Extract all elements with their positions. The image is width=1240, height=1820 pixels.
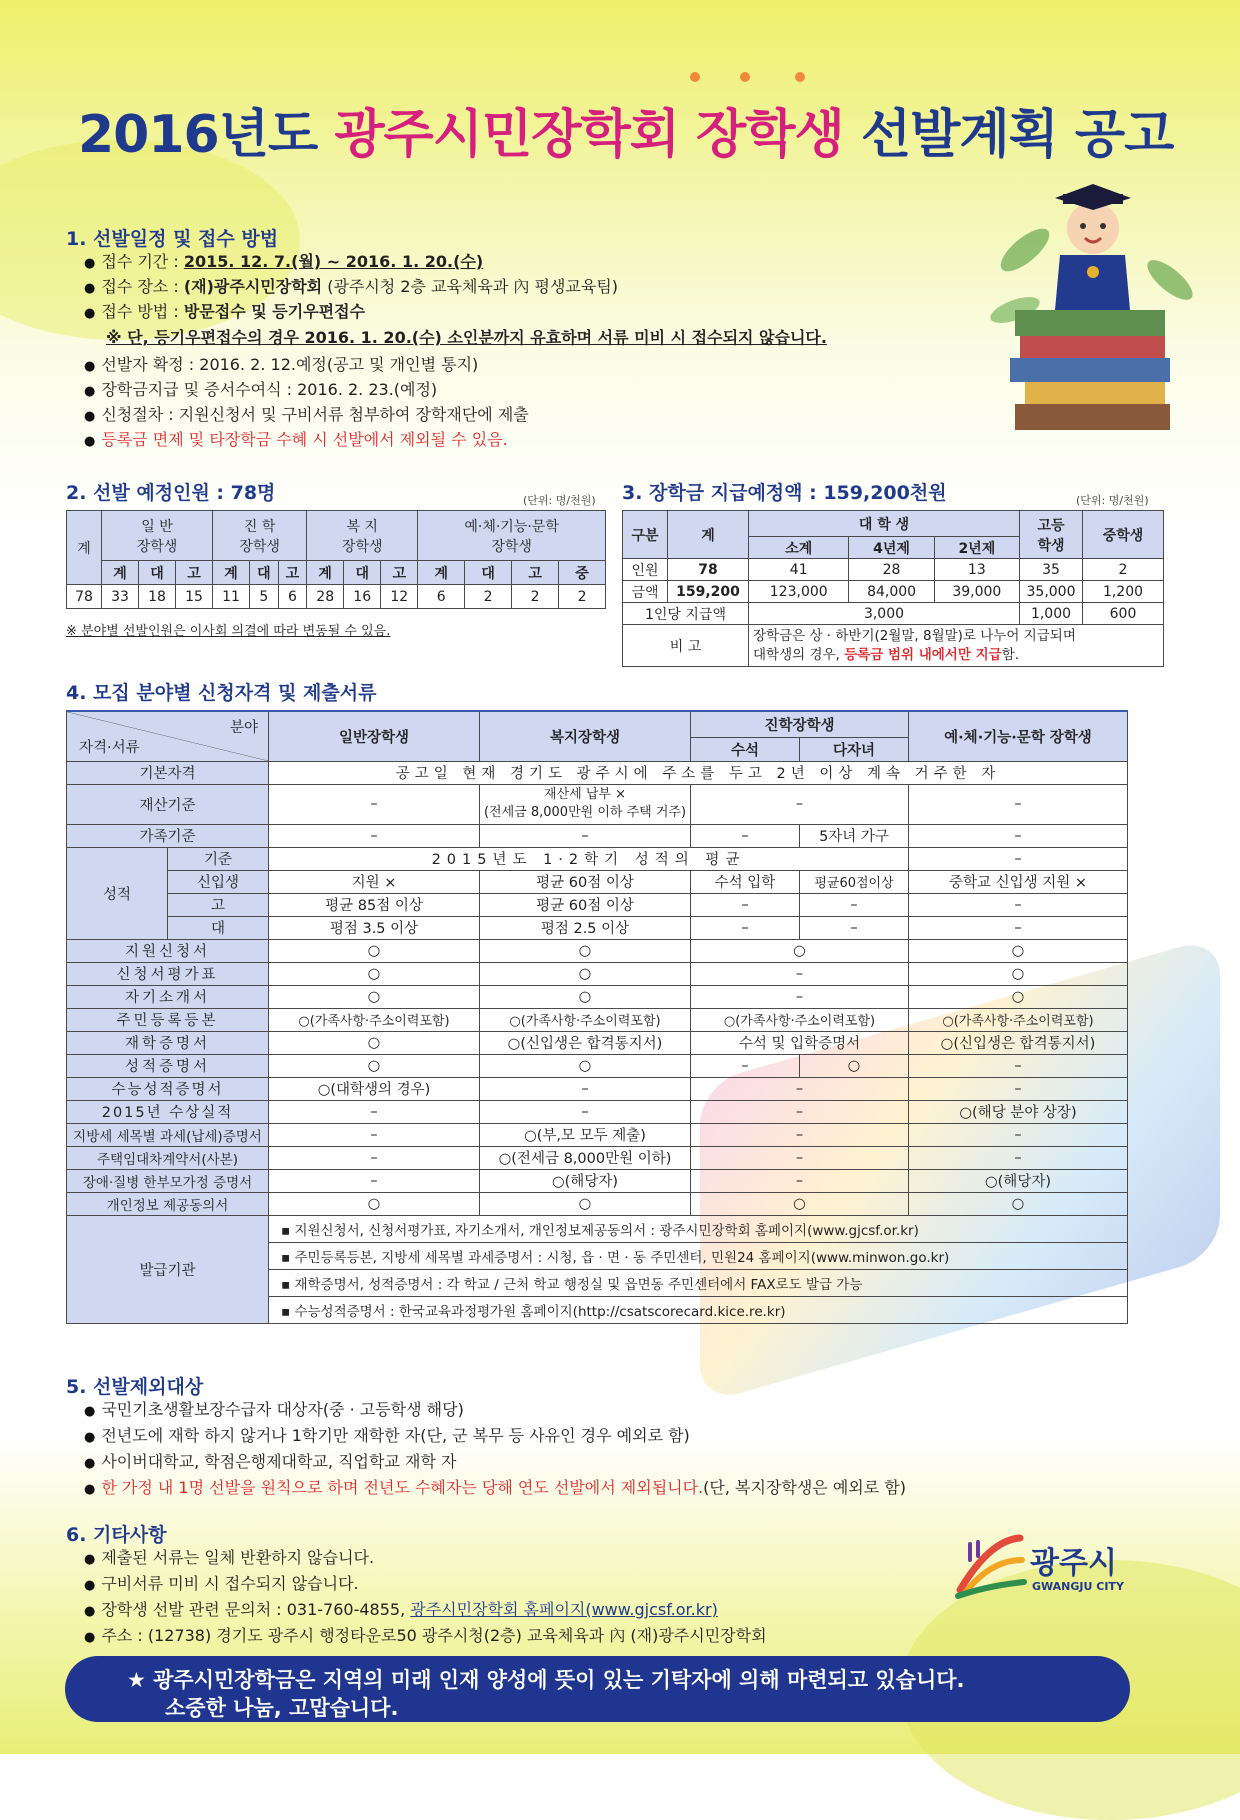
table-row [67, 1169, 1128, 1192]
table-cell: ○ [909, 985, 1128, 1008]
table-header-cell: 지방세 세목별 과세(납세)증명서 [67, 1123, 269, 1146]
section-5-heading: 5. 선발제외대상 [66, 1376, 204, 1398]
table-cell [749, 625, 1164, 667]
table-header-cell: 예·체·기능·문학 장학생 [909, 711, 1128, 761]
table-row [623, 581, 1164, 603]
table-header-cell: 고등 학생 [1020, 511, 1083, 559]
text-span: (단, 복지장학생은 예외로 함) [703, 1478, 907, 1497]
decorative-dot [795, 72, 805, 82]
table-cell: ○(신입생은 합격통지서) [480, 1031, 691, 1054]
table-row [67, 711, 1128, 737]
bullet-confirm: ● 선발자 확정 : 2016. 2. 12.예정(공고 및 개인별 통지) [84, 355, 478, 377]
table-cell: ○(가족사항·주소이력포함) [269, 1008, 480, 1031]
table-header-cell: 계 [418, 561, 465, 585]
text-span: 분야 [229, 720, 258, 736]
table-cell: 15 [176, 585, 213, 609]
table-row [67, 939, 1128, 962]
table-header-cell [67, 711, 269, 761]
table-header-cell: 지원신청서 [67, 939, 269, 962]
list-item: ● 주소 : (12738) 경기도 광주시 행정타운로50 광주시청(2층) 교육체육과 內 (재)광주시민장학회 [84, 1626, 767, 1648]
table-header-cell: 신청서평가표 [67, 962, 269, 985]
table-cell: ▪ 수능성적증명서 : 한국교육과정평가원 홈페이지(http://csatscorecard.kice.re.kr) [269, 1296, 1128, 1323]
table-cell: 12 [381, 585, 418, 609]
table-cell: – [480, 1077, 691, 1100]
table-header-cell: 주민등록등본 [67, 1008, 269, 1031]
table-cell: 3,000 [749, 603, 1020, 625]
table-cell: ○(가족사항·주소이력포함) [691, 1008, 909, 1031]
footer-line-2: 소중한 나눔, 고맙습니다. [165, 1696, 399, 1720]
table-row [67, 916, 1128, 939]
unit-label: (단위: 명/천원) [523, 494, 596, 507]
table-row [67, 1123, 1128, 1146]
table-row [67, 784, 1128, 824]
table-cell: ○(대학생의 경우) [269, 1077, 480, 1100]
table-cell: 2 [559, 585, 606, 609]
table-row [67, 561, 606, 585]
text-span: 대학생의 경우, [753, 646, 845, 663]
table-cell: – [909, 893, 1128, 916]
table-cell: 78 [668, 559, 749, 581]
list-item: ● 제출된 서류는 일체 반환하지 않습니다. [84, 1548, 374, 1570]
table-cell: 11 [213, 585, 250, 609]
table-header-cell: 수석 [691, 737, 800, 761]
bullet-method [84, 302, 365, 324]
table-header-cell: 고 [278, 561, 307, 585]
table-cell: – [269, 1146, 480, 1169]
text-span: 광주시민장학회 [334, 105, 679, 165]
table-header-cell: 계 [67, 511, 102, 585]
table-cell: 16 [344, 585, 381, 609]
table-row [67, 893, 1128, 916]
table-cell: ○ [269, 985, 480, 1008]
table-header-cell: 일 반 장학생 [102, 511, 213, 561]
decorative-dot [690, 72, 700, 82]
page-title [78, 92, 1173, 167]
table-header-cell: 중 [559, 561, 606, 585]
table-cell: ○ [269, 939, 480, 962]
table-cell: ○ [480, 962, 691, 985]
text-span: (광주시청 2층 교육체육과 內 평생교육팀) [322, 277, 619, 296]
table-row [67, 847, 1128, 870]
text-span: 접수 방법 : [101, 302, 184, 321]
table-header-cell: 대 [168, 916, 269, 939]
text-span: 함. [1001, 646, 1020, 663]
table-cell: 평균 60점 이상 [480, 893, 691, 916]
table-cell: ○(가족사항·주소이력포함) [480, 1008, 691, 1031]
table-cell: 123,000 [749, 581, 849, 603]
table-header-cell: 일반장학생 [269, 711, 480, 761]
table-cell: – [909, 824, 1128, 847]
text-span: 장학금은 상 · 하반기(2월말, 8월말)로 나누어 지급되며 [753, 627, 1076, 644]
list-item: ● 전년도에 재학 하지 않거나 1학기만 재학한 자(단, 군 복무 등 사유인 경우 예외로 함) [84, 1426, 690, 1448]
table-cell: 평균60점이상 [800, 870, 909, 893]
text-span: 장학생 선발 관련 문의처 : 031-760-4855, [101, 1600, 411, 1619]
table-header-cell: 주택임대차계약서(사본) [67, 1146, 269, 1169]
table-cell: 비 고 [623, 625, 749, 667]
text-span: 2016년도 [78, 105, 318, 165]
table-cell: 18 [139, 585, 176, 609]
table-row [67, 870, 1128, 893]
table-cell: ○ [269, 1192, 480, 1215]
table-header-cell: 기본자격 [67, 761, 269, 784]
graduate-on-books-illustration [985, 160, 1195, 460]
table-cell: – [269, 784, 480, 824]
table-cell: ○ [269, 1054, 480, 1077]
table-cell: ○(가족사항·주소이력포함) [909, 1008, 1128, 1031]
table-header-cell: 진 학 장학생 [213, 511, 307, 561]
table-cell: 금액 [623, 581, 668, 603]
table-cell: 84,000 [849, 581, 934, 603]
table-cell: – [800, 893, 909, 916]
table-cell: 2 [1083, 559, 1164, 581]
table-cell: – [800, 916, 909, 939]
table-cell: – [691, 985, 909, 1008]
table-row [67, 761, 1128, 784]
table-cell: 2 [512, 585, 559, 609]
table-row [623, 559, 1164, 581]
table-cell: 중학교 신입생 지원 × [909, 870, 1128, 893]
list-item: ● 구비서류 미비 시 접수되지 않습니다. [84, 1574, 359, 1596]
table-cell: – [480, 824, 691, 847]
table-row [67, 824, 1128, 847]
table-cell: – [269, 1123, 480, 1146]
table-header-cell: 4년제 [849, 537, 934, 559]
bullet-procedure: ● 신청절차 : 지원신청서 및 구비서류 첨부하여 장학재단에 제출 [84, 405, 529, 427]
table-cell: ○ [691, 1192, 909, 1215]
table-row [67, 962, 1128, 985]
footer-line-1: ★ 광주시민장학금은 지역의 미래 인재 양성에 뜻이 있는 기탁자에 의해 마련되고 있습니다. [127, 1668, 965, 1692]
table-header-cell: 중학생 [1083, 511, 1164, 559]
table-cell: ○ [480, 985, 691, 1008]
table-cell: 78 [67, 585, 102, 609]
table-header-cell: 재학증명서 [67, 1031, 269, 1054]
bullet-warning: ● 등록금 면제 및 타장학금 수혜 시 선발에서 제외될 수 있음. [84, 430, 508, 452]
table-header-cell: 재산기준 [67, 784, 269, 824]
text-span: 접수 장소 : [101, 277, 184, 296]
table-cell: 수석 및 입학증명서 [691, 1031, 909, 1054]
table-cell: 평균 60점 이상 [480, 870, 691, 893]
table-cell: ○ [269, 962, 480, 985]
table-row [67, 1031, 1128, 1054]
table-header-cell: 가족기준 [67, 824, 269, 847]
table-header-cell: 계 [102, 561, 139, 585]
table-cell: ○ [269, 1031, 480, 1054]
table-cell: – [269, 824, 480, 847]
table-header-cell: 고 [176, 561, 213, 585]
list-item: ● 국민기초생활보장수급자 대상자(중 · 고등학생 해당) [84, 1400, 464, 1422]
section-3-heading: 3. 장학금 지급예정액 : 159,200천원 [622, 482, 947, 504]
section-4-heading: 4. 모집 분야별 신청자격 및 제출서류 [66, 682, 377, 704]
bullet-period [84, 252, 483, 274]
table-cell: – [909, 784, 1128, 824]
table-cell: – [269, 1169, 480, 1192]
table-cell: 600 [1083, 603, 1164, 625]
table-cell: ○ [480, 939, 691, 962]
table-cell: 2 [465, 585, 512, 609]
table-cell: – [691, 1123, 909, 1146]
table-header-cell: 고 [381, 561, 418, 585]
table-header-cell: 다자녀 [800, 737, 909, 761]
gwangju-city-logo [950, 1530, 1140, 1605]
table-cell: 수석 입학 [691, 870, 800, 893]
table-cell: – [691, 962, 909, 985]
table-cell: – [909, 1077, 1128, 1100]
list-item [84, 1478, 906, 1500]
table-cell: 28 [849, 559, 934, 581]
unit-label: (단위: 명/천원) [1076, 494, 1149, 507]
list-item: ● 사이버대학교, 학점은행제대학교, 직업학교 재학 자 [84, 1452, 456, 1474]
table-cell: 5자녀 가구 [800, 824, 909, 847]
table-cell: ○(신입생은 합격통지서) [909, 1031, 1128, 1054]
table-header-cell: 2015년 수상실적 [67, 1100, 269, 1123]
table-row [623, 511, 1164, 537]
table-cell: – [691, 824, 800, 847]
table-cell: 1,200 [1083, 581, 1164, 603]
table-cell: 평균 85점 이상 [269, 893, 480, 916]
table-cell: 5 [250, 585, 279, 609]
table-cell: 공고일 현재 경기도 광주시에 주소를 두고 2년 이상 계속 거주한 자 [269, 761, 1128, 784]
table-header-cell: 대 학 생 [749, 511, 1020, 537]
postal-notice: ※ 단, 등기우편접수의 경우 2016. 1. 20.(수) 소인분까지 유효하며 서류 미비 시 접수되지 않습니다. [106, 328, 827, 347]
text-span: 등록금 범위 내에서만 지급 [844, 646, 1002, 663]
table-cell: ○ [480, 1192, 691, 1215]
table-cell: ○(부,모 모두 제출) [480, 1123, 691, 1146]
table-cell: 39,000 [934, 581, 1019, 603]
table-cell: ○ [909, 1192, 1128, 1215]
table-cell: 6 [278, 585, 307, 609]
table-cell: ○ [800, 1054, 909, 1077]
table-cell: 1,000 [1020, 603, 1083, 625]
table-cell: – [691, 1054, 800, 1077]
table-cell: – [909, 1054, 1128, 1077]
table-cell: – [909, 847, 1128, 870]
table-cell: – [909, 916, 1128, 939]
table-header-cell: 개인정보 제공동의서 [67, 1192, 269, 1215]
table-cell: 평점 3.5 이상 [269, 916, 480, 939]
table-cell: – [691, 1146, 909, 1169]
table-header-cell: 기준 [168, 847, 269, 870]
table-row [67, 511, 606, 561]
table-header-cell: 고 [512, 561, 559, 585]
text-span: (재)광주시민장학회 [183, 277, 323, 296]
table-cell: 13 [934, 559, 1019, 581]
table-header-cell: 장애·질병 한부모가정 증명서 [67, 1169, 269, 1192]
table-cell: ○ [480, 1054, 691, 1077]
scholarship-amount-table [622, 510, 1164, 667]
table-header-cell: 계 [668, 511, 749, 559]
table-cell: – [691, 784, 909, 824]
table-header-cell: 예·체·기능·문학 장학생 [418, 511, 606, 561]
table-header-cell: 성적증명서 [67, 1054, 269, 1077]
list-item [84, 1600, 718, 1622]
text-span: 한 가정 내 1명 선발을 원칙으로 하며 전년도 수혜자는 당해 연도 선발에서 제외됩니다. [101, 1478, 704, 1497]
table-cell: – [909, 1123, 1128, 1146]
table-header-cell: 소계 [749, 537, 849, 559]
table-cell: – [269, 1100, 480, 1123]
homepage-link[interactable]: 광주시민장학회 홈페이지(www.gjcsf.or.kr) [410, 1600, 718, 1619]
table-cell: 1인당 지급액 [623, 603, 749, 625]
text-span: 선발계획 공고 [860, 105, 1174, 165]
count-note: ※ 분야별 선발인원은 이사회 의결에 따라 변동될 수 있음. [66, 624, 391, 639]
section-2-heading: 2. 선발 예정인원 : 78명 [66, 482, 276, 504]
table-header-cell: 신입생 [168, 870, 269, 893]
table-cell: 33 [102, 585, 139, 609]
table-cell: ▪ 지원신청서, 신청서평가표, 자기소개서, 개인정보제공동의서 : 광주시민장학회 홈페이지(www.gjcsf.or.kr) [269, 1215, 1128, 1242]
table-cell: – [691, 1100, 909, 1123]
table-cell: 159,200 [668, 581, 749, 603]
table-row [67, 1077, 1128, 1100]
table-row [67, 985, 1128, 1008]
table-header-cell: 대 [139, 561, 176, 585]
table-header-cell: 복 지 장학생 [307, 511, 418, 561]
table-row [67, 1008, 1128, 1031]
table-cell: 지원 × [269, 870, 480, 893]
selection-count-table [66, 510, 606, 609]
eligibility-documents-table [66, 710, 1128, 1324]
section-6-heading: 6. 기타사항 [66, 1524, 167, 1546]
text-span: 방문접수 및 등기우편접수 [183, 302, 365, 321]
footer-banner [65, 1656, 1130, 1722]
table-header-cell: 대 [344, 561, 381, 585]
table-header-cell: 2년제 [934, 537, 1019, 559]
text-span: 2015. 12. 7.(월) ~ 2016. 1. 20.(수) [183, 252, 484, 271]
decorative-dot [740, 72, 750, 82]
table-row [67, 1192, 1128, 1215]
table-row [623, 603, 1164, 625]
table-row [67, 1215, 1128, 1242]
table-header-cell: 계 [307, 561, 344, 585]
table-row [67, 1054, 1128, 1077]
table-cell: – [691, 893, 800, 916]
table-header-cell: 수능성적증명서 [67, 1077, 269, 1100]
text-span: 자격·서류 [79, 739, 140, 756]
table-cell: – [691, 1169, 909, 1192]
bullet-place [84, 277, 618, 299]
table-header-cell: 복지장학생 [480, 711, 691, 761]
table-cell: 평점 2.5 이상 [480, 916, 691, 939]
table-cell: ○ [909, 939, 1128, 962]
table-cell: ○(해당자) [480, 1169, 691, 1192]
text-span: 접수 기간 : [101, 252, 184, 271]
table-row [67, 1100, 1128, 1123]
section-1-heading: 1. 선발일정 및 접수 방법 [66, 228, 279, 250]
table-row [623, 625, 1164, 667]
table-cell: 2015년도 1·2학기 성적의 평균 [269, 847, 909, 870]
table-cell: – [691, 916, 800, 939]
table-cell: 41 [749, 559, 849, 581]
table-cell: 재산세 납부 × (전세금 8,000만원 이하 주택 거주) [480, 784, 691, 824]
table-cell: ○(해당 분야 상장) [909, 1100, 1128, 1123]
bullet-payment: ● 장학금지급 및 증서수여식 : 2016. 2. 23.(예정) [84, 380, 437, 402]
table-cell: – [909, 1146, 1128, 1169]
table-header-cell: 자기소개서 [67, 985, 269, 1008]
text-span: 장학생 [696, 105, 844, 165]
table-cell: ○ [691, 939, 909, 962]
table-cell: ○(해당자) [909, 1169, 1128, 1192]
table-header-cell: 구분 [623, 511, 668, 559]
table-cell: ○(전세금 8,000만원 이하) [480, 1146, 691, 1169]
table-cell: 35 [1020, 559, 1083, 581]
table-cell: ○ [909, 962, 1128, 985]
table-cell: ▪ 주민등록등본, 지방세 세목별 과세증명서 : 시청, 읍 · 면 · 동 주민센터, 민원24 홈페이지(www.minwon.go.kr) [269, 1242, 1128, 1269]
table-row [67, 1146, 1128, 1169]
table-header-cell: 고 [168, 893, 269, 916]
table-header-cell: 계 [213, 561, 250, 585]
table-cell: 6 [418, 585, 465, 609]
city-name: 광주시 [1030, 1546, 1117, 1581]
table-header-cell: 대 [465, 561, 512, 585]
table-cell: 35,000 [1020, 581, 1083, 603]
table-header-cell: 발급기관 [67, 1215, 269, 1323]
table-row [67, 585, 606, 609]
table-cell: – [480, 1100, 691, 1123]
table-cell: 28 [307, 585, 344, 609]
city-name-en: GWANGJU CITY [1032, 1580, 1124, 1593]
table-header-cell: 성적 [67, 847, 168, 939]
table-header-cell: 대 [250, 561, 279, 585]
table-cell: ▪ 재학증명서, 성적증명서 : 각 학교 / 근처 학교 행정실 및 읍면동 주민센터에서 FAX로도 발급 가능 [269, 1269, 1128, 1296]
city-emblem-icon [950, 1530, 1028, 1602]
table-header-cell: 진학장학생 [691, 711, 909, 737]
table-cell: – [691, 1077, 909, 1100]
table-cell: 인원 [623, 559, 668, 581]
